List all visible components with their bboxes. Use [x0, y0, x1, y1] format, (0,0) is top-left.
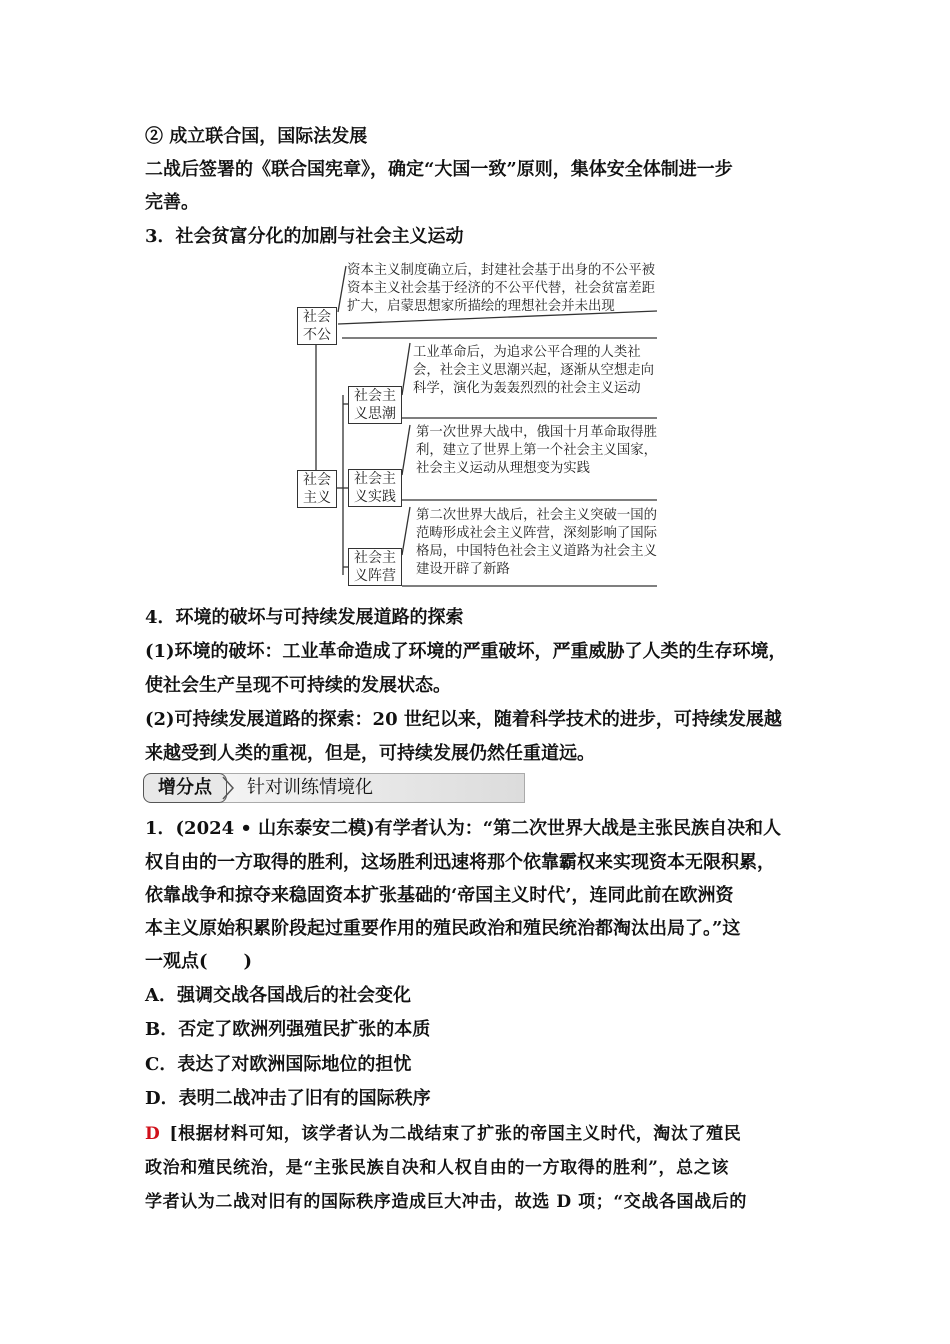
question-text: 有学者认为：“第二次世界大战是主张民族自决和人	[374, 818, 782, 839]
paragraph-line: (2)可持续发展道路的探索：20 世纪以来，随着科学技术的进步，可持续发展越	[145, 709, 782, 730]
mindmap-text-socialist-practice: 第一次世界大战中，俄国十月革命取得胜利，建立了世界上第一个社会主义国家，社会主义运动从理想变为实践	[416, 425, 658, 476]
question-line: 权自由的一方取得的胜利，这场胜利迅速将那个依靠霸权来实现资本无限积累，	[145, 852, 775, 873]
banner-text: 针对训练情境化	[247, 777, 373, 798]
question-line: 本主义原始积累阶段起过重要作用的殖民政治和殖民统治都淘汰出局了。”这	[145, 918, 741, 939]
question-line: 依靠战争和掠夺来稳固资本扩张基础的‘帝国主义时代’，连同此前在欧洲资	[145, 885, 734, 906]
answer-explanation: [根据材料可知，该学者认为二战结束了扩张的帝国主义时代，淘汰了殖民	[169, 1124, 742, 1144]
practice-banner	[143, 773, 526, 803]
question-line: 一观点( )	[145, 951, 253, 972]
question-line	[145, 817, 781, 841]
answer-line: 学者认为二战对旧有的国际秩序造成巨大冲击，故选 D 项；“交战各国战后的	[145, 1192, 747, 1212]
mindmap-node-socialist-thought: 社会主义思潮	[348, 386, 402, 424]
mindmap-node-socialist-practice: 社会主义实践	[348, 469, 402, 507]
answer-letter: D	[145, 1124, 161, 1144]
paragraph-un-line: 二战后签署的《联合国宪章》，确定“大国一致”原则，集体安全体制进一步	[145, 159, 733, 180]
paragraph-line: 使社会生产呈现不可持续的发展状态。	[145, 675, 451, 696]
paragraph-line: 来越受到人类的重视，但是，可持续发展仍然任重道远。	[145, 743, 595, 764]
mindmap-node-socialist-camp: 社会主义阵营	[348, 548, 402, 586]
mindmap-text-socialist-camp: 第二次世界大战后，社会主义突破一国的范畴形成社会主义阵营，深刻影响了国际格局，中国特色社会主义道路为社会主义建设开辟了新路	[416, 508, 658, 577]
mindmap-node-social-injustice: 社会不公	[297, 307, 337, 345]
chevron-right-icon	[219, 775, 237, 801]
paragraph-line: (1)环境的破坏：工业革命造成了环境的严重破坏，严重威胁了人类的生存环境，	[145, 641, 787, 662]
option-a: A．强调交战各国战后的社会变化	[145, 985, 411, 1006]
section-heading: 3．社会贫富分化的加剧与社会主义运动	[145, 226, 464, 247]
subheading-un: ② 成立联合国，国际法发展	[145, 126, 368, 147]
mindmap-text-social-injustice: 资本主义制度确立后，封建社会基于出身的不公平被资本主义社会基于经济的不公平代替，社会贫富差距扩大，启蒙思想家所描绘的理想社会并未出现	[347, 263, 655, 314]
option-b: B．否定了欧洲列强殖民扩张的本质	[145, 1019, 431, 1040]
option-c: C．表达了对欧洲国际地位的担忧	[145, 1054, 412, 1075]
answer-line: 政治和殖民统治，是“主张民族自决和人权自由的一方取得的胜利”，总之该	[145, 1158, 729, 1178]
answer-line	[145, 1122, 741, 1146]
mindmap	[0, 0, 950, 600]
question-source: (2024 • 山东泰安二模)	[175, 818, 375, 839]
question-number: 1．	[145, 818, 176, 839]
option-d: D．表明二战冲击了旧有的国际秩序	[145, 1088, 431, 1109]
paragraph-un-line: 完善。	[145, 192, 199, 213]
banner-tag: 增分点	[143, 773, 227, 803]
mindmap-text-socialist-thought: 工业革命后，为追求公平合理的人类社会，社会主义思潮兴起，逐渐从空想走向科学，演化为轰轰烈烈的社会主义运动	[413, 345, 655, 396]
section-heading: 4．环境的破坏与可持续发展道路的探索	[145, 607, 464, 628]
mindmap-node-socialism: 社会主义	[297, 470, 337, 508]
